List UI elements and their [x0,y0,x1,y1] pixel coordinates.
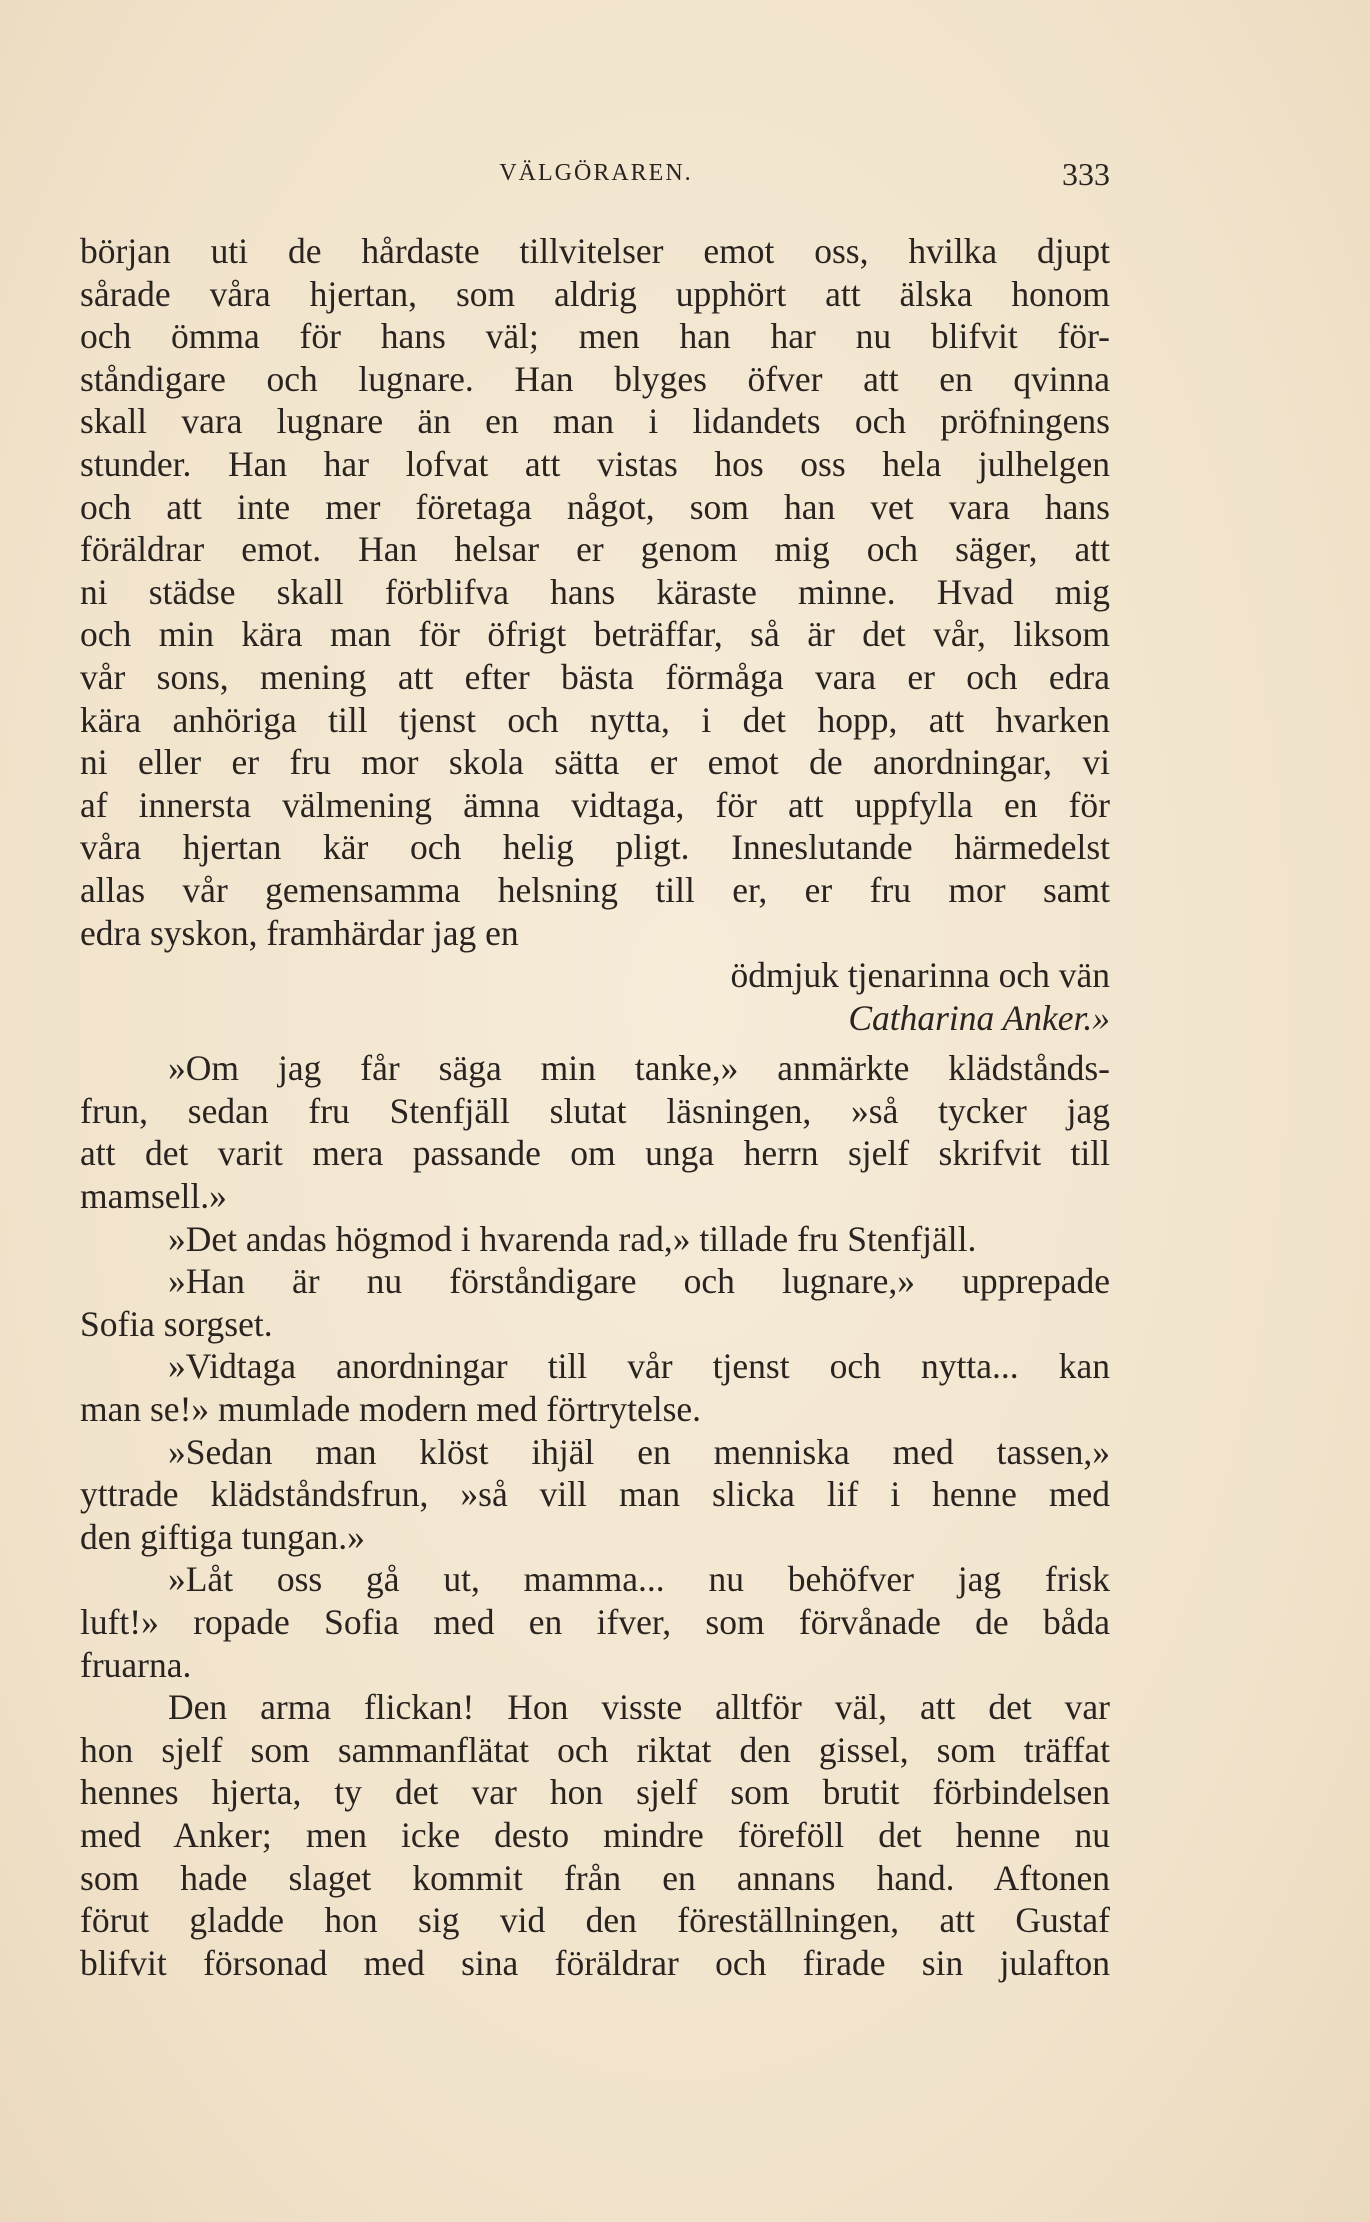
text-line: föräldrar emot. Han helsar er genom mig och säger, att [80,529,1110,570]
text-line: »Vidtaga anordningar till vår tjenst och nytta... kan [168,1346,1110,1387]
text-line: och min kära man för öfrigt beträffar, så är det vår, liksom [80,614,1110,655]
signature-name: Catharina Anker.» [848,997,1110,1038]
text-line: af innersta välmening ämna vidtaga, för att uppfylla en för [80,784,1110,825]
text-line: ståndigare och lugnare. Han blyges öfver att en qvinna [80,358,1110,399]
text-line: »Låt oss gå ut, mamma... nu behöfver jag frisk [168,1559,1110,1600]
text-line: frun, sedan fru Stenfjäll slutat läsningen, »så tycker jag [80,1090,1110,1131]
running-title: VÄLGÖRAREN. [499,160,693,186]
text-line: den giftiga tungan.» [80,1516,365,1557]
text-line: med Anker; men icke desto mindre föreföll det henne nu [80,1814,1110,1855]
text-line: Sofia sorgset. [80,1303,273,1344]
text-line: som hade slaget kommit från en annans hand. Aftonen [80,1857,1110,1898]
page-header [82,156,1110,200]
text-line: »Han är nu förståndigare och lugnare,» upprepade [168,1261,1110,1302]
paragraph [80,1260,1110,1345]
text-line: hon sjelf som sammanflätat och riktat den gissel, som träffat [80,1729,1110,1770]
paragraph [80,1047,1110,1217]
text-line: och att inte mer företaga något, som han vet vara hans [80,486,1110,527]
text-line: »Det andas högmod i hvarenda rad,» tillade fru Stenfjäll. [168,1218,977,1259]
text-line: ni eller er fru mor skola sätta er emot de anordningar, vi [80,742,1110,783]
text-line: »Om jag får säga min tanke,» anmärkte klädstånds- [168,1048,1110,1089]
text-line: ni städse skall förblifva hans käraste minne. Hvad mig [80,571,1110,612]
paragraph [80,1345,1110,1430]
letter-signature [80,954,1110,1039]
text-line: förut gladde hon sig vid den föreställningen, att Gustaf [80,1900,1110,1941]
paragraph [80,1686,1110,1984]
text-line: skall vara lugnare än en man i lidandets och pröfningens [80,401,1110,442]
text-line: man se!» mumlade modern med förtrytelse. [80,1389,702,1430]
text-line: att det varit mera passande om unga herrn sjelf skrifvit till [80,1133,1110,1174]
signature-closing: ödmjuk tjenarinna och vän [730,955,1110,996]
body-text [80,230,1110,1984]
text-line: luft!» ropade Sofia med en ifver, som förvånade de båda [80,1602,1110,1642]
text-line: sårade våra hjertan, som aldrig upphört att älska honom [80,273,1110,314]
text-line: kära anhöriga till tjenst och nytta, i det hopp, att hvarken [80,699,1110,740]
text-line: början uti de hårdaste tillvitelser emot oss, hvilka djupt [80,231,1110,271]
paragraph [80,1218,1110,1261]
text-line: edra syskon, framhärdar jag en [80,912,519,953]
text-line: vår sons, mening att efter bästa förmåga vara er och edra [80,656,1110,697]
text-line: och ömma för hans väl; men han har nu blifvit för- [80,316,1110,357]
text-line: fruarna. [80,1644,192,1685]
text-line: blifvit försonad med sina föräldrar och firade sin julafton [80,1942,1110,1983]
text-line: hennes hjerta, ty det var hon sjelf som brutit förbindelsen [80,1772,1110,1813]
text-line: allas vår gemensamma helsning till er, er fru mor samt [80,869,1110,910]
text-line: mamsell.» [80,1176,227,1217]
paragraph [80,1558,1110,1686]
letter-paragraph [80,230,1110,954]
text-line: våra hjertan kär och helig pligt. Inneslutande härmedelst [80,827,1110,868]
text-line: Den arma flickan! Hon visste alltför väl, att det var [168,1687,1110,1728]
paragraph [80,1431,1110,1559]
page-number: 333 [1062,156,1110,192]
text-line: yttrade klädståndsfrun, »så vill man slicka lif i henne med [80,1474,1110,1515]
text-line: stunder. Han har lofvat att vistas hos oss hela julhelgen [80,443,1110,484]
text-line: »Sedan man klöst ihjäl en menniska med tassen,» [168,1431,1110,1472]
